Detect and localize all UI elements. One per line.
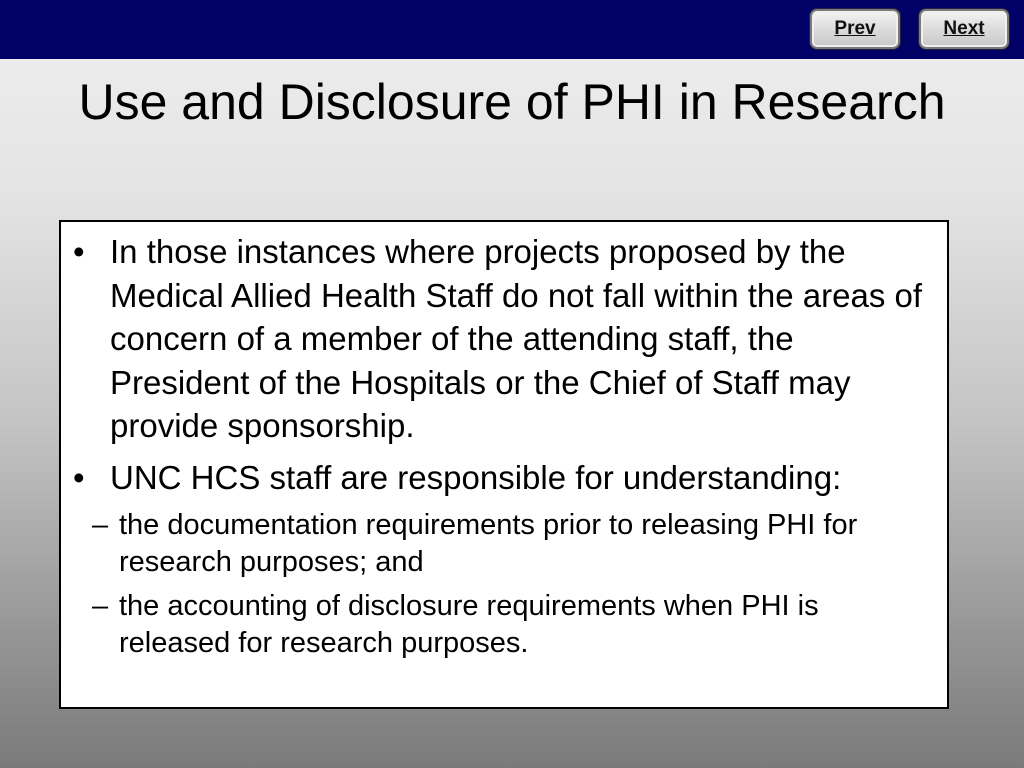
bullet-marker: • bbox=[73, 233, 85, 270]
bullet-item bbox=[73, 456, 933, 500]
bullet-text: UNC HCS staff are responsible for understanding: bbox=[110, 458, 842, 496]
bullet-marker: • bbox=[73, 458, 85, 496]
slide-title: Use and Disclosure of PHI in Research bbox=[78, 74, 946, 130]
sub-bullet-marker: – bbox=[92, 509, 109, 541]
bullet-item bbox=[73, 230, 933, 448]
sub-bullet-item bbox=[73, 588, 933, 661]
bullet-text: In those instances where projects proposed by the Medical Allied Health Staff do not fall within the areas of concern of a member of the attending staff, the President of the Hospitals or the Chief of Staff may provide sponsorship. bbox=[110, 233, 923, 444]
sub-bullet-list bbox=[73, 507, 933, 661]
sub-bullet-marker: – bbox=[92, 590, 109, 622]
sub-bullet-text: the documentation requirements prior to releasing PHI for research purposes; and bbox=[119, 509, 858, 578]
top-bar bbox=[0, 0, 1024, 59]
content-box bbox=[59, 220, 949, 709]
next-button[interactable]: Next bbox=[919, 9, 1009, 49]
sub-bullet-item bbox=[73, 507, 933, 580]
prev-button[interactable]: Prev bbox=[810, 9, 900, 49]
sub-bullet-text: the accounting of disclosure requirements when PHI is released for research purposes. bbox=[119, 590, 819, 659]
bullet-list bbox=[73, 230, 933, 499]
